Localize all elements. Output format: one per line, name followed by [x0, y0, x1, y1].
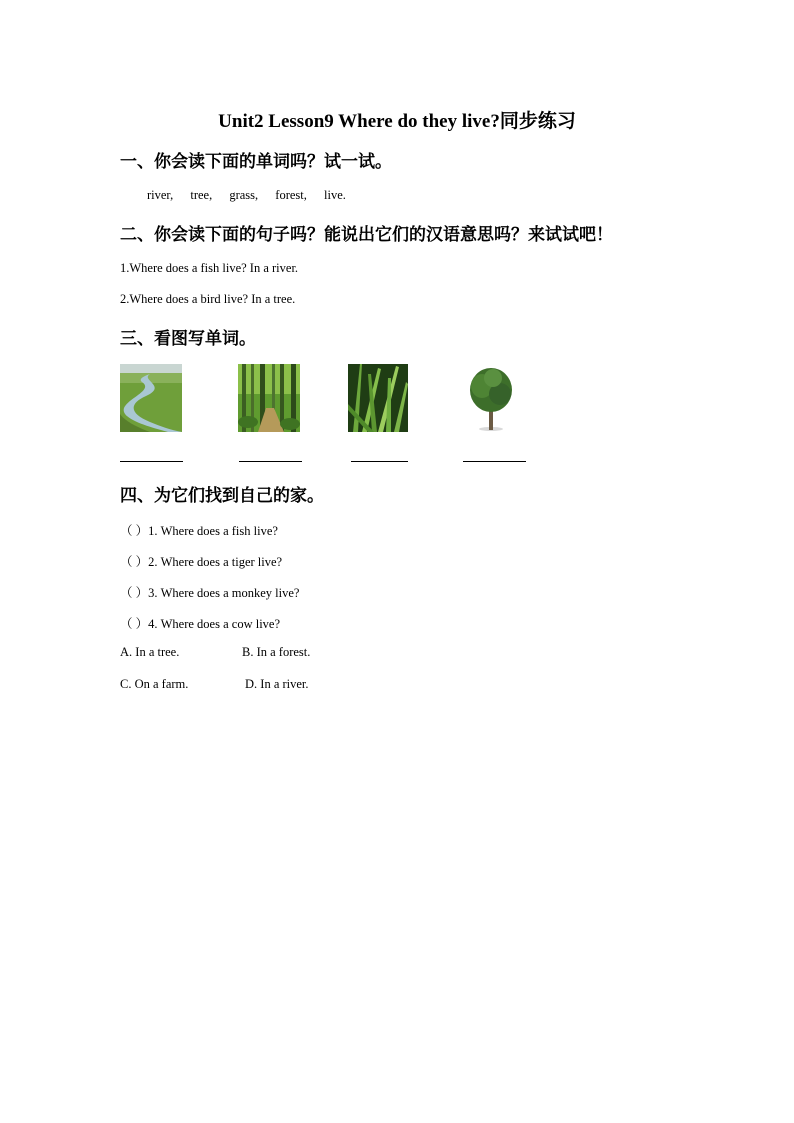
sentence-2: 2.Where does a bird live? In a tree. [120, 292, 296, 306]
option-d: D. In a river. [245, 677, 309, 691]
option-c: C. On a farm. [120, 677, 189, 691]
section-4-heading: 四、为它们找到自己的家。 [120, 486, 324, 506]
word-list [147, 188, 360, 203]
word-item: forest, [275, 188, 307, 202]
word-item: grass, [229, 188, 259, 202]
grass-picture [348, 364, 408, 432]
answer-blank[interactable] [239, 461, 302, 462]
option-a: A. In a tree. [120, 645, 180, 659]
word-item: live. [324, 188, 346, 202]
river-picture [120, 364, 182, 432]
option-b: B. In a forest. [242, 645, 311, 659]
question-2: （ ）2. Where does a tiger live? [120, 555, 283, 569]
sentence-1: 1.Where does a fish live? In a river. [120, 261, 299, 275]
tree-picture [460, 364, 520, 432]
section-2-heading: 二、你会读下面的句子吗？能说出它们的汉语意思吗？来试试吧！ [120, 225, 613, 245]
word-item: river, [147, 188, 174, 202]
answer-blank[interactable] [120, 461, 183, 462]
page-title: Unit2 Lesson9 Where do they live?同步练习 [218, 111, 576, 132]
answer-blank[interactable] [351, 461, 408, 462]
section-1-heading: 一、你会读下面的单词吗？试一试。 [120, 152, 392, 172]
forest-picture [238, 364, 300, 432]
question-4: （ ）4. Where does a cow live? [120, 617, 281, 631]
question-1: （ ）1. Where does a fish live? [120, 524, 278, 538]
word-item: tree, [190, 188, 213, 202]
question-3: （ ）3. Where does a monkey live? [120, 586, 300, 600]
answer-blank[interactable] [463, 461, 526, 462]
section-3-heading: 三、看图写单词。 [120, 329, 256, 349]
